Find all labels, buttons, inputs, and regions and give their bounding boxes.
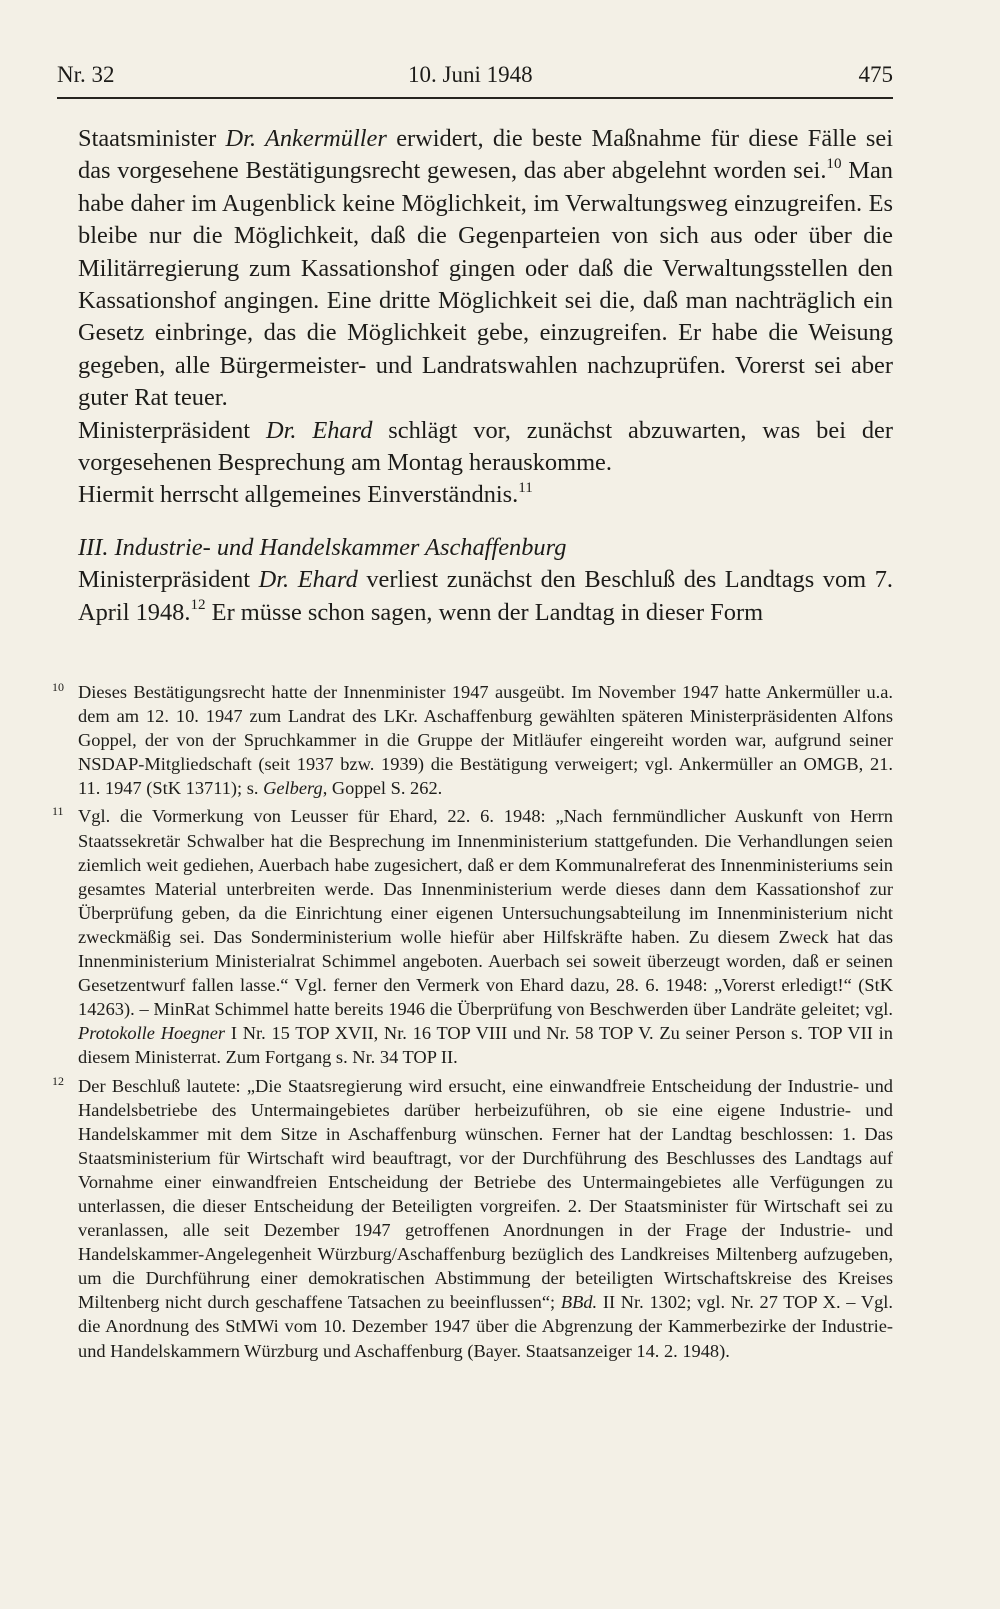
footnote-text: Der Beschluß lautete: „Die Staatsregierung wird ersucht, eine einwandfreie Entscheidung der Industrie- und Handelsbetriebe des Untermaingebietes darüber herbeizuführen, ob sie eine eigene Industrie- und Handelskammer mit dem Sitze in Aschaffenburg wünschen. Ferner hat der Landtag beschlossen: 1. Das Staatsministerium für Wirtschaft wird beauftragt, vor der Durchführung des Beschlusses des Landtags auf Vornahme einer einwandfreien Entscheidung der Betriebe des Untermaingebietes alle Verfügungen zu unterlassen, die dieser Entscheidung der Beteiligten vorgreifen. 2. Der Staatsminister für Wirtschaft sei zu veranlassen, alle seit Dezember 1947 getroffenen Anordnungen in der Frage der Industrie- und Handelskammer-Angelegenheit Würzburg/Aschaffenburg bezüglich des Landkreises Miltenberg aufzugeben, um die Durchführung einer demokratischen Abstimmung der beteiligten Wirtschaftskreise des Kreises Miltenberg nicht durch geschaffene Tatsachen zu beeinflussen“; (78, 1075, 893, 1313)
footnote-10 (52, 680, 893, 800)
footnote-text: I Nr. 15 TOP XVII, Nr. 16 TOP VIII und Nr. 58 TOP V. Zu seiner Person s. TOP VII in diesem Ministerrat. Zum Fortgang s. Nr. 34 TOP II. (78, 1023, 893, 1068)
main-text (78, 123, 893, 629)
document-number: Nr. 32 (57, 62, 115, 87)
speaker-name: Dr. Ehard (258, 566, 358, 594)
paragraph-ehard-proposal (78, 415, 893, 480)
footnote-12 (52, 1074, 893, 1363)
footnote-number: 10 (52, 680, 64, 694)
paragraph-agreement (78, 479, 893, 511)
page-number: 475 (858, 62, 893, 87)
text-run: Ministerpräsident (78, 566, 259, 594)
citation-author: Gelberg (263, 778, 323, 799)
text-run: Ministerpräsident (78, 416, 266, 444)
header-rule (57, 97, 893, 99)
text-run: schlägt vor, zunächst abzuwarten, was bei der vorgesehenen Besprechung am Montag herauskomme. (78, 416, 894, 477)
section-title: III. Industrie- und Handelskammer Aschaffenburg (78, 533, 567, 561)
page-header (57, 60, 893, 96)
paragraph-ankermueller (78, 123, 893, 415)
footnote-text: Dieses Bestätigungsrecht hatte der Innenminister 1947 ausgeübt. Im November 1947 hatte Ankermüller u.a. dem am 12. 10. 1947 zum Landrat des LKr. Aschaffenburg gewählten späteren Ministerpräsidenten Alfons Goppel, der von der Spruchkammer in die Gruppe der Mitläufer eingereiht worden war, aufgrund seiner NSDAP-Mitgliedschaft (seit 1937 bzw. 1939) die Bestätigung verweigert; vgl. Ankermüller an OMGB, 21. 11. 1947 (StK 13711); s. (78, 682, 893, 799)
paragraph-ehard-reads (78, 564, 893, 629)
speaker-name: Dr. Ehard (265, 416, 373, 444)
footnote-ref-12[interactable]: 12 (190, 597, 206, 614)
document-date: 10. Juni 1948 (408, 62, 533, 87)
text-run: erwidert, die beste Maßnahme für diese Fälle sei das vorgesehene Bestätigungsrecht gewesen, das aber abgelehnt worden sei. (78, 125, 894, 185)
text-run: Man habe daher im Augenblick keine Möglichkeit, im Verwaltungsweg einzugreifen. Es bleibe nur die Möglichkeit, daß die Gegenparteien von sich aus oder über die Militärregierung zum Kassationshof gingen oder daß die Verwaltungsstellen den Kassationshof angingen. Eine dritte Möglichkeit sei die, daß man nachträglich ein Gesetz einbringe, das die Möglichkeit gebe, einzugreifen. Er habe die Weisung gegeben, alle Bürgermeister- und Landratswahlen nachzuprüfen. Vorerst sei aber guter Rat teuer. (78, 157, 893, 412)
text-run: verliest zunächst den Beschluß des Landtags vom 7. April 1948. (78, 566, 893, 626)
text-run: Staatsminister (78, 125, 226, 152)
footnote-text: , Goppel S. 262. (322, 778, 443, 799)
footnotes (52, 680, 893, 1367)
citation-source: Protokolle Hoegner (78, 1023, 226, 1044)
footnote-11 (52, 804, 893, 1069)
footnote-ref-10[interactable]: 10 (826, 155, 842, 172)
citation-source: BBd. (560, 1292, 598, 1313)
footnote-number: 12 (52, 1073, 64, 1088)
speaker-name: Dr. Ankermüller (225, 125, 387, 152)
text-run: Er müsse schon sagen, wenn der Landtag in dieser Form (205, 598, 764, 626)
footnote-text: II Nr. 1302; vgl. Nr. 27 TOP X. – Vgl. die Anordnung des StMWi vom 10. Dezember 1947 über die Abgrenzung der Kammerbezirke der Industrie- und Handelskammern Würzburg und Aschaffenburg (Bayer. Staatsanzeiger 14. 2. 1948). (78, 1292, 893, 1361)
footnote-ref-11[interactable]: 11 (518, 479, 533, 496)
text-run: Hiermit herrscht allgemeines Einverständnis. (78, 481, 519, 509)
footnote-number: 11 (52, 804, 64, 819)
footnote-text: Vgl. die Vormerkung von Leusser für Ehard, 22. 6. 1948: „Nach fernmündlicher Auskunft von Herrn Staatssekretär Schwalber hat die Besprechung im Innenministerium stattgefunden. Die Verhandlungen seien ziemlich weit gediehen, Auerbach habe zugesichert, daß er dem Kommunalreferat des Innenministeriums sein gesamtes Material unterbreiten werde. Das Innenministerium werde dieses dann dem Kassationshof zur Überprüfung geben, da die Einrichtung einer eigenen Untersuchungsabteilung im Innenministerium nicht zweckmäßig sei. Das Sonderministerium wolle hiefür aber Hilfskräfte haben. Zu diesem Zweck hat das Innenministerium Ministerialrat Schimmel angeboten. Auerbach sei soweit überzeugt worden, daß er seinen Gesetzentwurf fallen lasse.“ Vgl. ferner den Vermerk von Ehard dazu, 28. 6. 1948: „Vorerst erledigt!“ (StK 14263). – MinRat Schimmel hatte bereits 1946 die Überprüfung von Beschwerden über Landräte geleitet; vgl. (78, 806, 893, 1020)
